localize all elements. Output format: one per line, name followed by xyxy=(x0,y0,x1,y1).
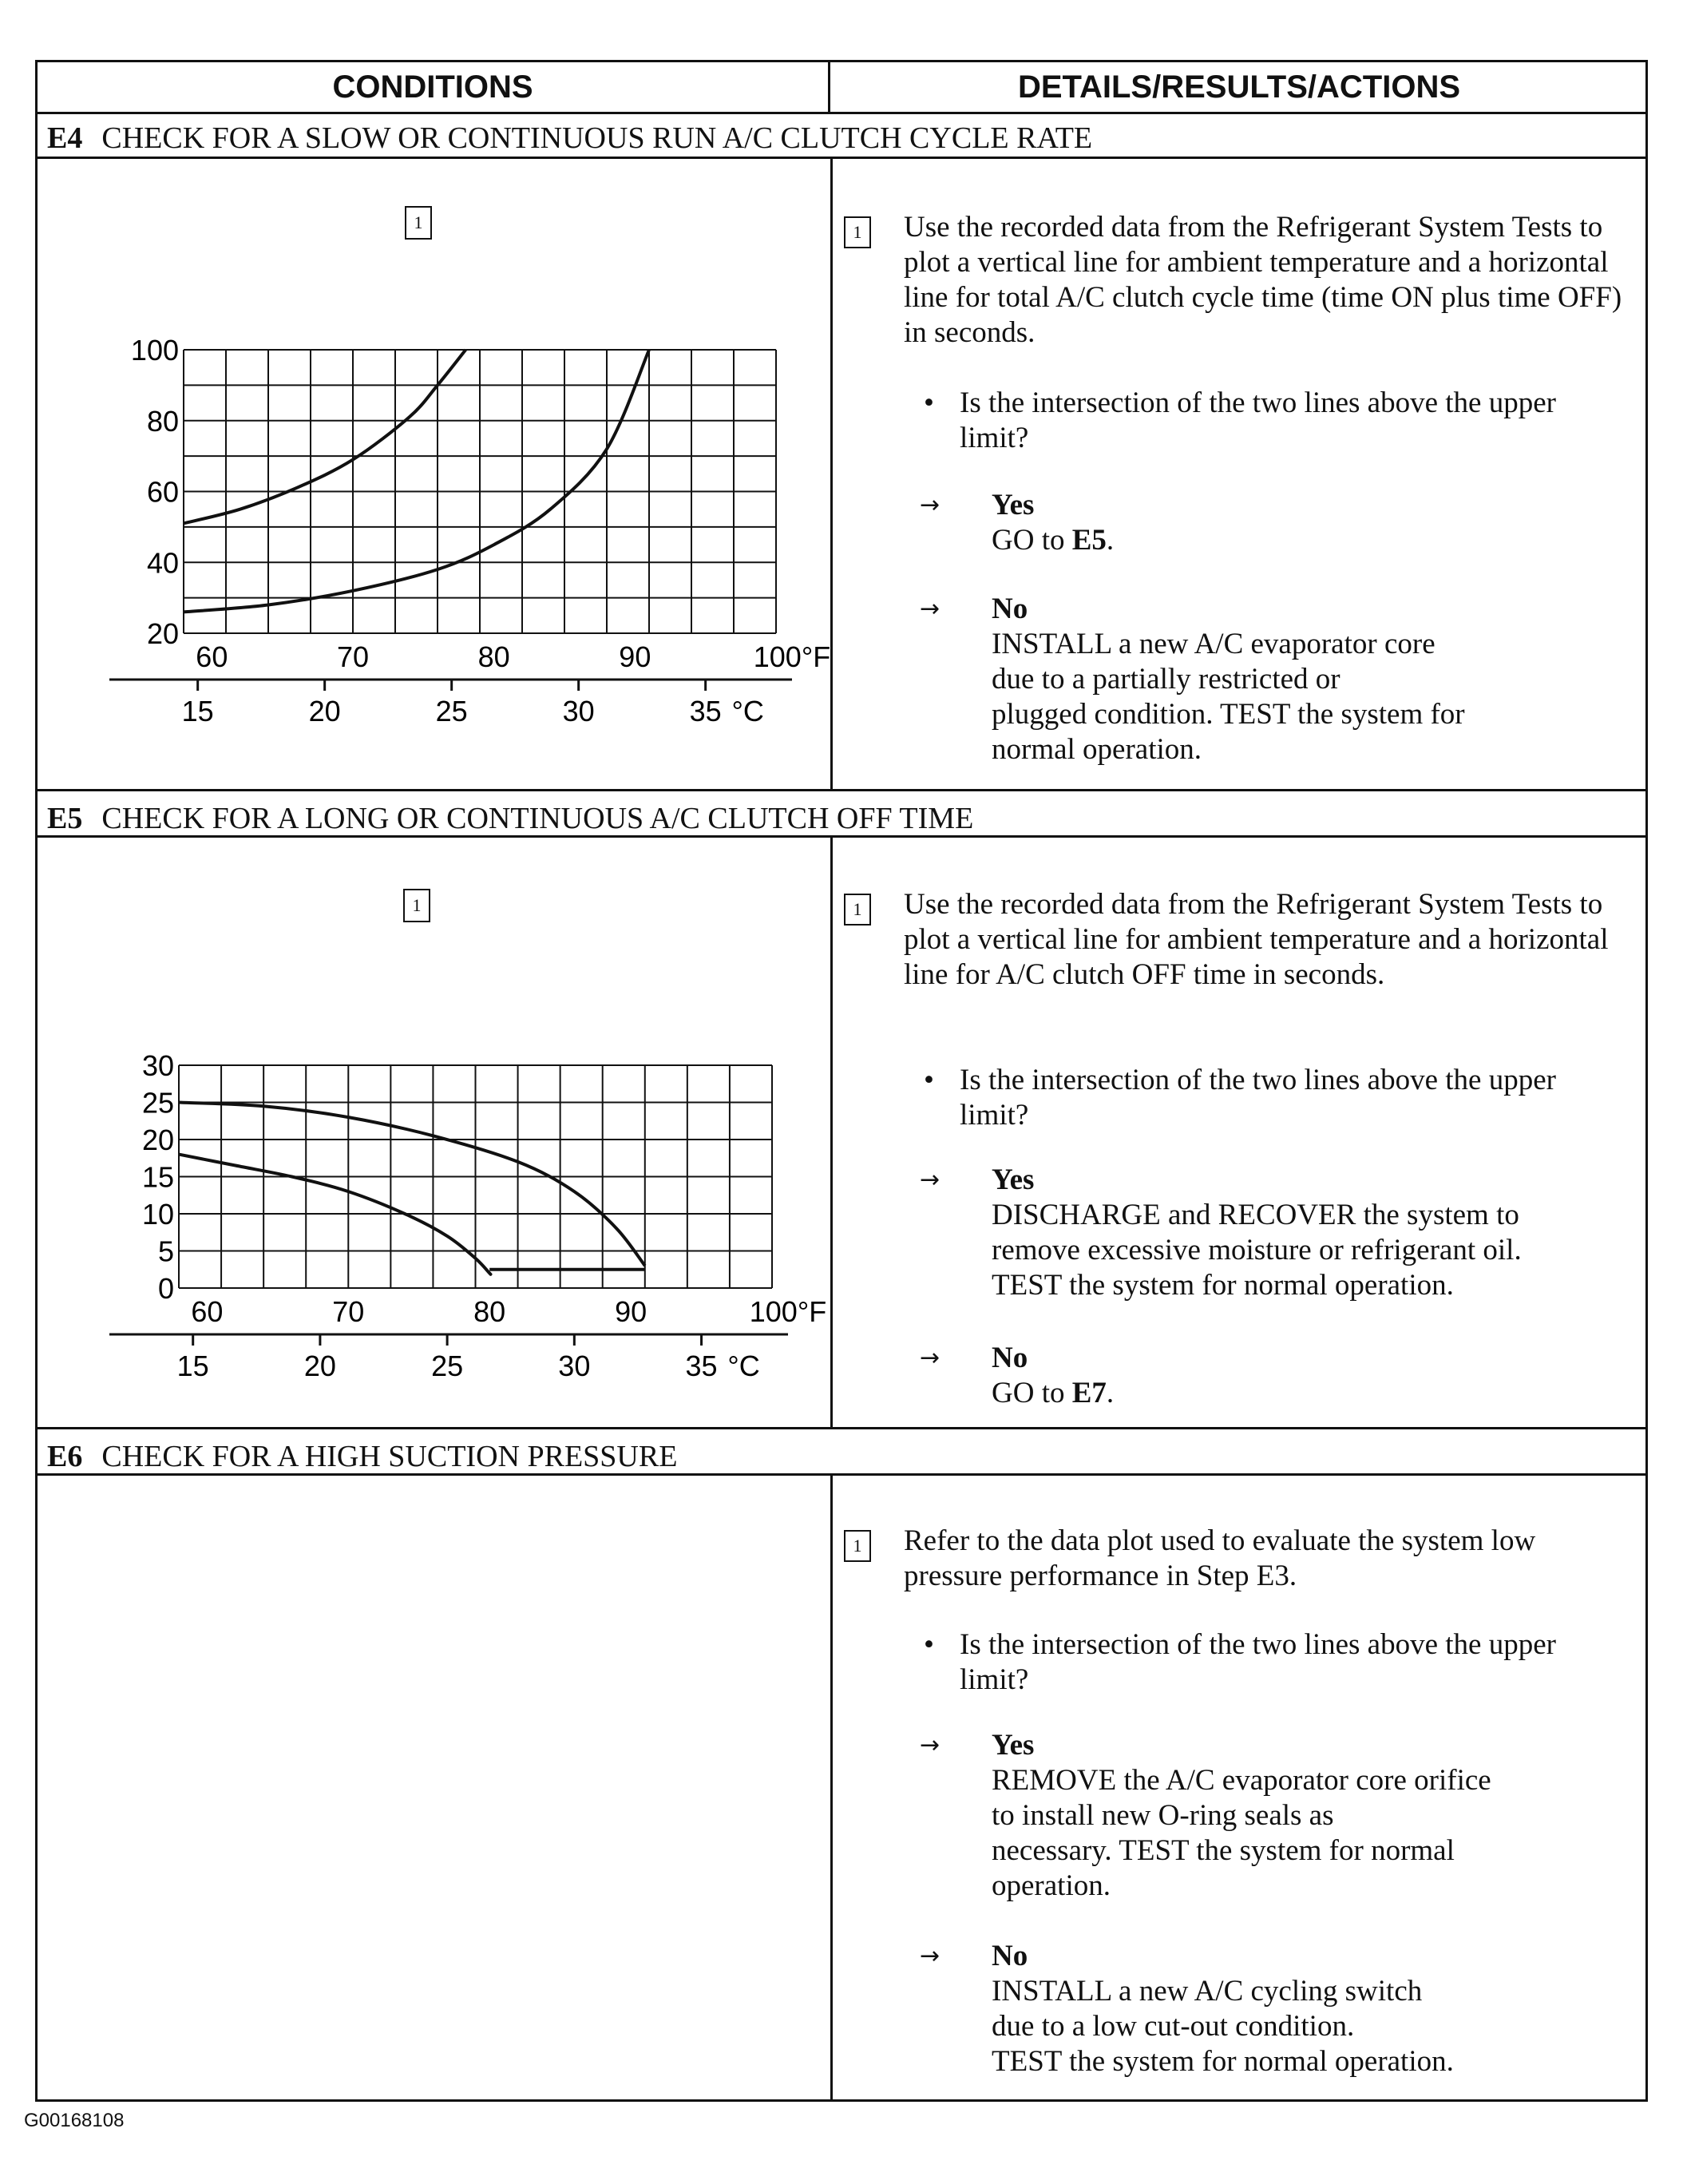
chart-series xyxy=(184,350,649,612)
x-tick-label: 90 xyxy=(615,1295,647,1328)
answer-yes: → Yes DISCHARGE and RECOVER the system to remove excessive moisture or refrigerant oil. TEST the system for normal operation. xyxy=(920,1163,1522,1302)
x2-tick-label: 15 xyxy=(176,1350,209,1382)
x2-tick-label: 30 xyxy=(558,1350,591,1382)
y-tick-label: 0 xyxy=(157,1272,174,1305)
column-divider xyxy=(830,838,833,1427)
y-tick-label: 5 xyxy=(157,1235,174,1268)
section-title-e6: E6 CHECK FOR A HIGH SUCTION PRESSURE xyxy=(47,1440,678,1473)
x-tick-label: 60 xyxy=(196,640,228,673)
chart-grid xyxy=(184,350,776,633)
divider xyxy=(38,1427,1645,1429)
chart-cycle-time xyxy=(53,270,831,727)
y-tick-label: 100 xyxy=(130,334,179,367)
y-tick-label: 15 xyxy=(141,1160,174,1194)
x-tick-label: 60 xyxy=(191,1295,224,1328)
chart-grid xyxy=(179,1065,772,1288)
arrow-right-icon: → xyxy=(920,1344,940,1372)
x2-tick-label: 20 xyxy=(308,695,341,727)
column-divider xyxy=(830,159,833,789)
x-tick-label: 80 xyxy=(473,1295,506,1328)
y-tick-label: 20 xyxy=(141,1124,174,1156)
x2-tick-label: 25 xyxy=(435,695,468,727)
e5-details xyxy=(844,887,1642,1414)
x2-tick-label: °C xyxy=(727,1350,760,1382)
arrow-right-icon: → xyxy=(920,595,940,623)
question: • Is the intersection of the two lines above the upper limit? xyxy=(924,1628,1556,1696)
answer-no: → No INSTALL a new A/C evaporator core due to a partially restricted or plugged condition. TEST the system for normal operation. xyxy=(920,593,1465,766)
y-tick-label: 40 xyxy=(146,546,179,580)
x2-tick-label: 20 xyxy=(303,1350,336,1382)
step-instruction: Use the recorded data from the Refrigerant System Tests to plot a vertical line for ambient temperature and a horizontal line for A/C clutch OFF time in seconds. xyxy=(904,888,1609,991)
section-title-e4: E4 CHECK FOR A SLOW OR CONTINUOUS RUN A/C CLUTCH CYCLE RATE xyxy=(47,121,1093,155)
x2-tick-label: 25 xyxy=(431,1350,464,1382)
divider xyxy=(38,157,1645,159)
x-tick-label: 100°F xyxy=(753,640,831,673)
answer-yes: → Yes REMOVE the A/C evaporator core orifice to install new O-ring seals as necessary. TEST the system for normal operation. xyxy=(920,1729,1491,1902)
chart-series xyxy=(179,1103,645,1274)
arrow-right-icon: → xyxy=(920,1166,940,1194)
x2-tick-label: 35 xyxy=(689,695,722,727)
x2-tick-label: 35 xyxy=(685,1350,718,1382)
figure-callout: 1 xyxy=(405,206,432,240)
y-tick-label: 80 xyxy=(146,404,179,438)
chart-off-time xyxy=(53,989,827,1404)
header-details: DETAILS/RESULTS/ACTIONS xyxy=(1017,69,1461,105)
chart-tick-labels xyxy=(109,334,830,727)
column-divider xyxy=(830,1476,833,2099)
y-tick-label: 25 xyxy=(141,1086,174,1120)
answer-no: → No INSTALL a new A/C cycling switch due to a low cut-out condition. TEST the system for normal operation. xyxy=(920,1940,1454,2078)
header-conditions: CONDITIONS xyxy=(38,62,830,112)
chart-tick-labels xyxy=(109,1049,826,1382)
arrow-right-icon: → xyxy=(920,1942,940,1970)
e4-details xyxy=(844,210,1642,769)
step-number: 1 xyxy=(844,894,871,926)
x2-tick-label: °C xyxy=(731,695,764,727)
x-tick-label: 70 xyxy=(332,1295,365,1328)
step-instruction: Refer to the data plot used to evaluate the system low pressure performance in Step E3. xyxy=(904,1524,1536,1592)
x-tick-label: 90 xyxy=(619,640,651,673)
step-number: 1 xyxy=(844,1530,871,1562)
arrow-right-icon: → xyxy=(920,1731,940,1759)
divider xyxy=(38,112,1645,114)
section-title-e5: E5 CHECK FOR A LONG OR CONTINUOUS A/C CLUTCH OFF TIME xyxy=(47,802,974,835)
divider xyxy=(38,789,1645,791)
x-tick-label: 80 xyxy=(477,640,510,673)
question: • Is the intersection of the two lines above the upper limit? xyxy=(924,386,1556,454)
figure-callout: 1 xyxy=(403,889,430,922)
x-tick-label: 100°F xyxy=(749,1295,827,1328)
x2-tick-label: 30 xyxy=(562,695,595,727)
y-tick-label: 60 xyxy=(146,475,179,509)
step-number: 1 xyxy=(844,216,871,248)
y-tick-label: 10 xyxy=(141,1198,174,1231)
y-tick-label: 30 xyxy=(141,1049,174,1082)
curve-line xyxy=(179,1103,645,1266)
y-tick-label: 20 xyxy=(146,617,179,650)
curve-line xyxy=(184,350,649,612)
x-tick-label: 70 xyxy=(336,640,370,673)
answer-no: → No GO to E7. xyxy=(920,1342,1115,1409)
e6-details xyxy=(844,1524,1642,2083)
figure-code: G00168108 xyxy=(24,2110,125,2131)
arrow-right-icon: → xyxy=(920,491,940,519)
answer-yes: → Yes GO to E5. xyxy=(920,489,1115,557)
step-instruction: Use the recorded data from the Refrigerant System Tests to plot a vertical line for ambient temperature and a horizontal line for total A/C clutch cycle time (time ON plus time OFF) in seconds. xyxy=(904,211,1622,349)
x2-tick-label: 15 xyxy=(181,695,214,727)
diagnostic-table xyxy=(35,60,1648,2102)
question: • Is the intersection of the two lines above the upper limit? xyxy=(924,1064,1556,1132)
